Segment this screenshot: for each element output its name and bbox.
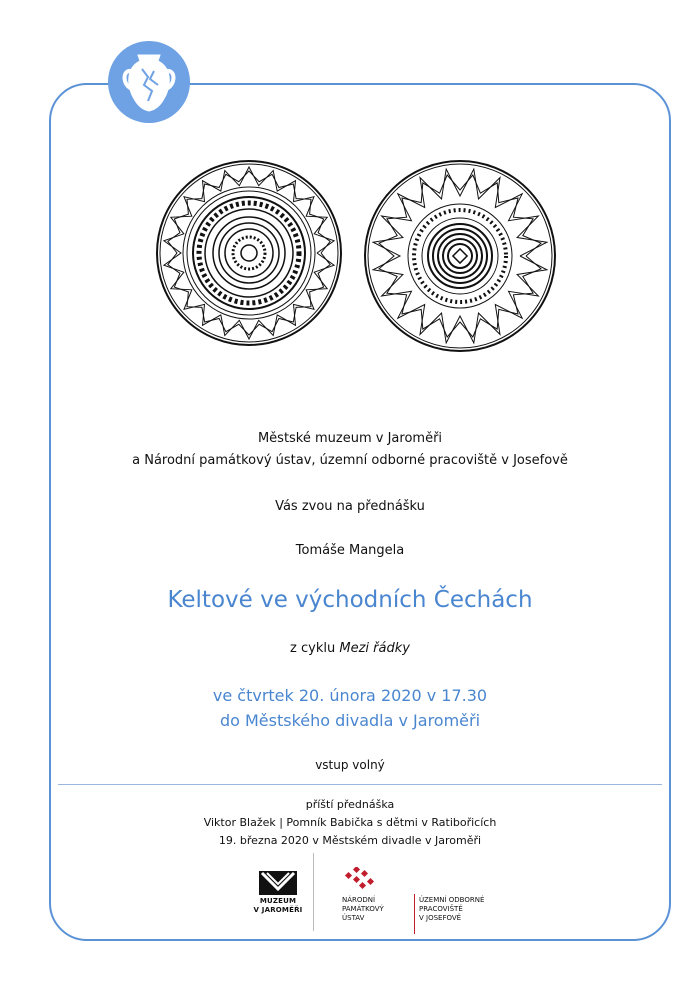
partner-logos	[243, 853, 493, 933]
museum-logo-line1: MUZEUM	[259, 897, 297, 905]
npu-office-line3: V JOSEFOVĚ	[419, 914, 462, 922]
npu-office-line2: PRACOVIŠTĚ	[419, 905, 463, 913]
next-title: Viktor Blažek | Pomník Babička s dětmi v Ratibořicích	[203, 816, 497, 829]
left-plate-illustration	[154, 158, 344, 348]
npu-office-text	[419, 896, 484, 923]
speaker-name: Tomáše Mangela	[295, 543, 405, 558]
date-time: ve čtvrtek 20. února 2020 v 17.30	[212, 686, 488, 705]
organizers	[0, 428, 700, 472]
series-name: Mezi řádky	[339, 641, 410, 656]
npu-mark-icon	[344, 867, 380, 893]
right-plate-illustration	[360, 158, 560, 358]
npu-office-line1: ÚZEMNÍ ODBORNÉ	[419, 896, 485, 904]
series-line	[0, 641, 700, 656]
entry-note: vstup volný	[315, 758, 385, 772]
organizer-npu: a Národní památkový ústav, územní odborné pracoviště v Josefově	[132, 453, 568, 468]
museum-mark-icon	[243, 855, 313, 897]
npu-logo-text	[342, 896, 384, 923]
museum-logo-line2: V JAROMĚŘI	[253, 906, 303, 914]
museum-vase-logo	[108, 41, 190, 123]
divider	[58, 784, 662, 785]
lecture-title: Keltové ve východních Čechách	[167, 587, 533, 613]
next-lecture	[0, 796, 700, 850]
npu-line3: ÚSTAV	[342, 914, 365, 922]
organizer-museum: Městské muzeum v Jaroměři	[257, 431, 443, 446]
next-date: 19. března 2020 v Městském divadle v Jaroměři	[218, 834, 482, 847]
invite-text: Vás zvou na přednášku	[275, 499, 425, 514]
next-label: příští přednáška	[305, 798, 395, 811]
museum-logo	[243, 853, 314, 931]
vase-icon	[108, 41, 190, 123]
npu-line2: PAMÁTKOVÝ	[342, 905, 384, 913]
date-venue	[0, 683, 700, 733]
npu-line1: NÁRODNÍ	[342, 896, 376, 904]
npu-separator	[414, 894, 415, 934]
series-prefix: z cyklu	[290, 641, 340, 656]
venue: do Městského divadla v Jaroměři	[219, 711, 481, 730]
